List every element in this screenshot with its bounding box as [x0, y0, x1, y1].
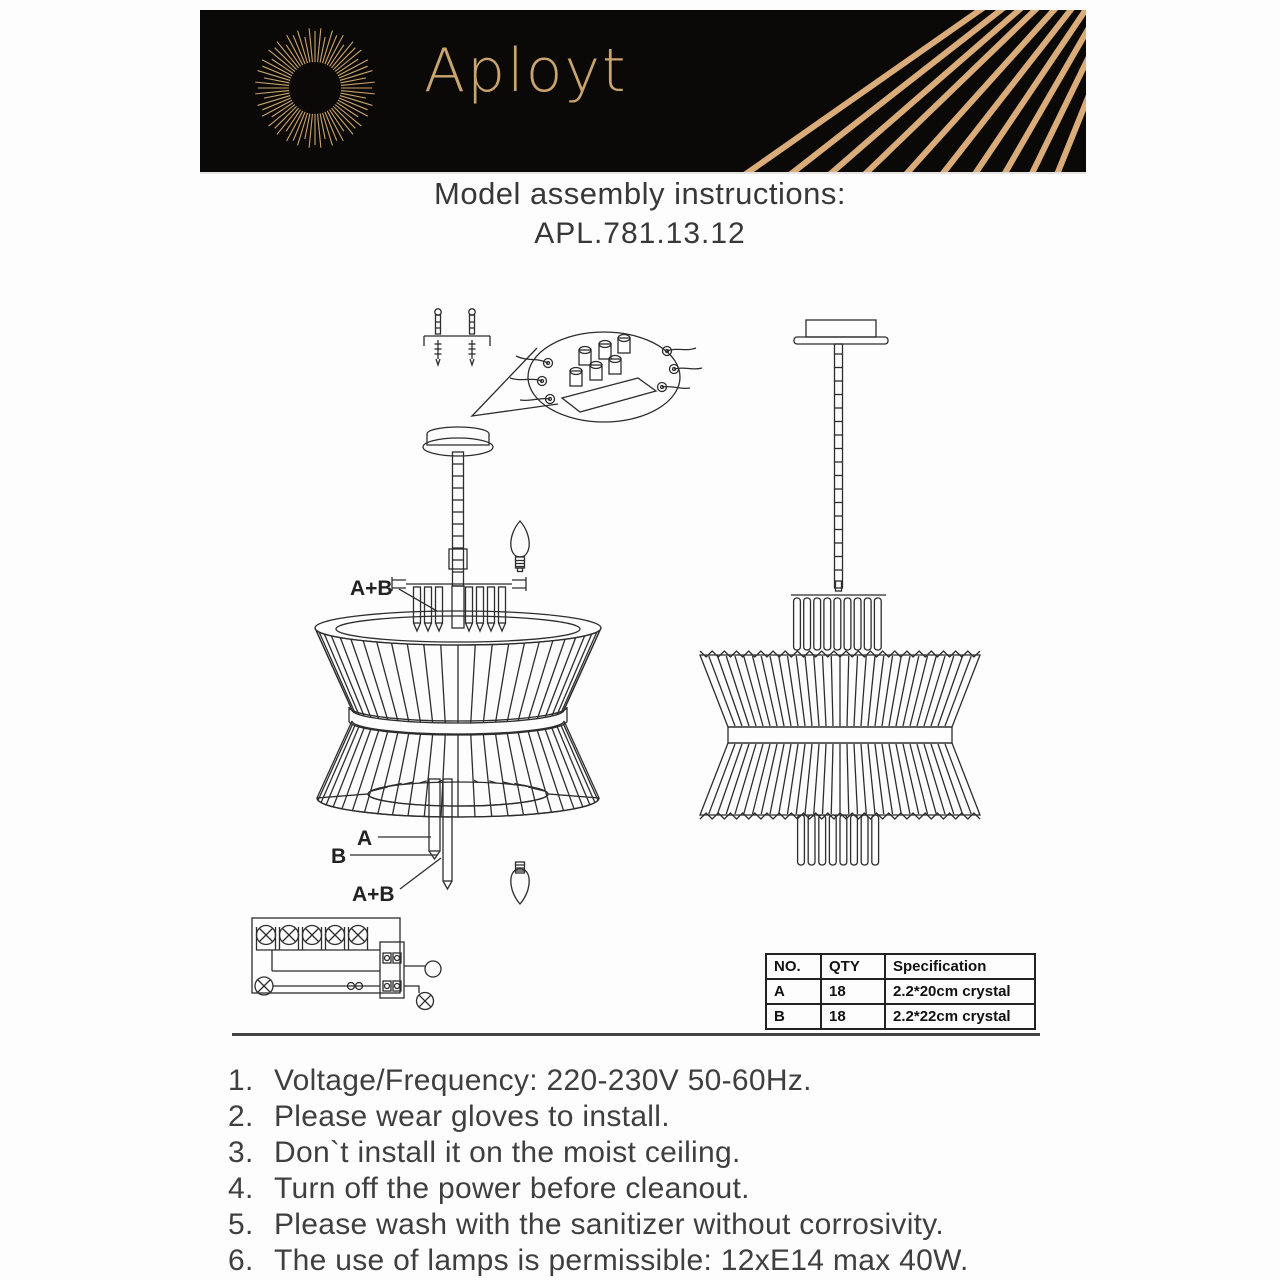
cell-spec: 2.2*20cm crystal [885, 979, 1035, 1004]
instruction-text: The use of lamps is permissible: 12xE14 max 40W. [274, 1244, 969, 1277]
instruction-number: 4. [228, 1172, 254, 1205]
exploded-view [315, 309, 702, 906]
col-header-qty: QTY [821, 954, 885, 979]
instruction-item [228, 1063, 1248, 1098]
instruction-number: 5. [228, 1208, 254, 1241]
parts-table [765, 953, 1036, 1030]
instruction-text: Don`t install it on the moist ceiling. [274, 1136, 741, 1169]
instruction-item [228, 1171, 1248, 1206]
col-header-spec: Specification [885, 954, 1035, 979]
instruction-number: 3. [228, 1136, 254, 1169]
brand-name: Aployt [424, 36, 628, 106]
label-a: A [357, 827, 373, 850]
table-header-row [766, 954, 1035, 979]
instruction-number: 1. [228, 1064, 254, 1097]
instruction-number: 6. [228, 1244, 254, 1277]
cell-no: B [766, 1004, 821, 1029]
instructions-list [228, 1063, 1248, 1279]
table-row [766, 1004, 1035, 1029]
instruction-text: Please wash with the sanitizer without corrosivity. [274, 1208, 945, 1241]
col-header-no: NO. [766, 954, 821, 979]
instruction-item [228, 1099, 1248, 1134]
wiring-diagram [252, 918, 441, 1010]
candle-bulb-icon [511, 862, 529, 904]
cell-qty: 18 [821, 1004, 885, 1029]
cell-qty: 18 [821, 979, 885, 1004]
assembled-view [700, 320, 980, 865]
instruction-text: Turn off the power before cleanout. [274, 1172, 750, 1205]
label-a-plus-b-top: A+B [350, 577, 393, 600]
cell-spec: 2.2*22cm crystal [885, 1004, 1035, 1029]
instruction-text: Please wear gloves to install. [274, 1100, 670, 1133]
divider-line [232, 1033, 1040, 1036]
model-number: APL.781.13.12 [534, 217, 746, 250]
label-b: B [331, 845, 347, 868]
instruction-item [228, 1207, 1248, 1242]
instruction-number: 2. [228, 1100, 254, 1133]
instruction-text: Voltage/Frequency: 220-230V 50-60Hz. [274, 1064, 812, 1097]
doc-title: Model assembly instructions: [434, 176, 846, 211]
label-a-plus-b-bottom: A+B [352, 883, 395, 906]
instruction-item [228, 1243, 1248, 1278]
cell-no: A [766, 979, 821, 1004]
ground-symbol [425, 961, 441, 977]
candle-bulb-icon [511, 521, 529, 572]
table-row [766, 979, 1035, 1004]
instruction-item [228, 1135, 1248, 1170]
